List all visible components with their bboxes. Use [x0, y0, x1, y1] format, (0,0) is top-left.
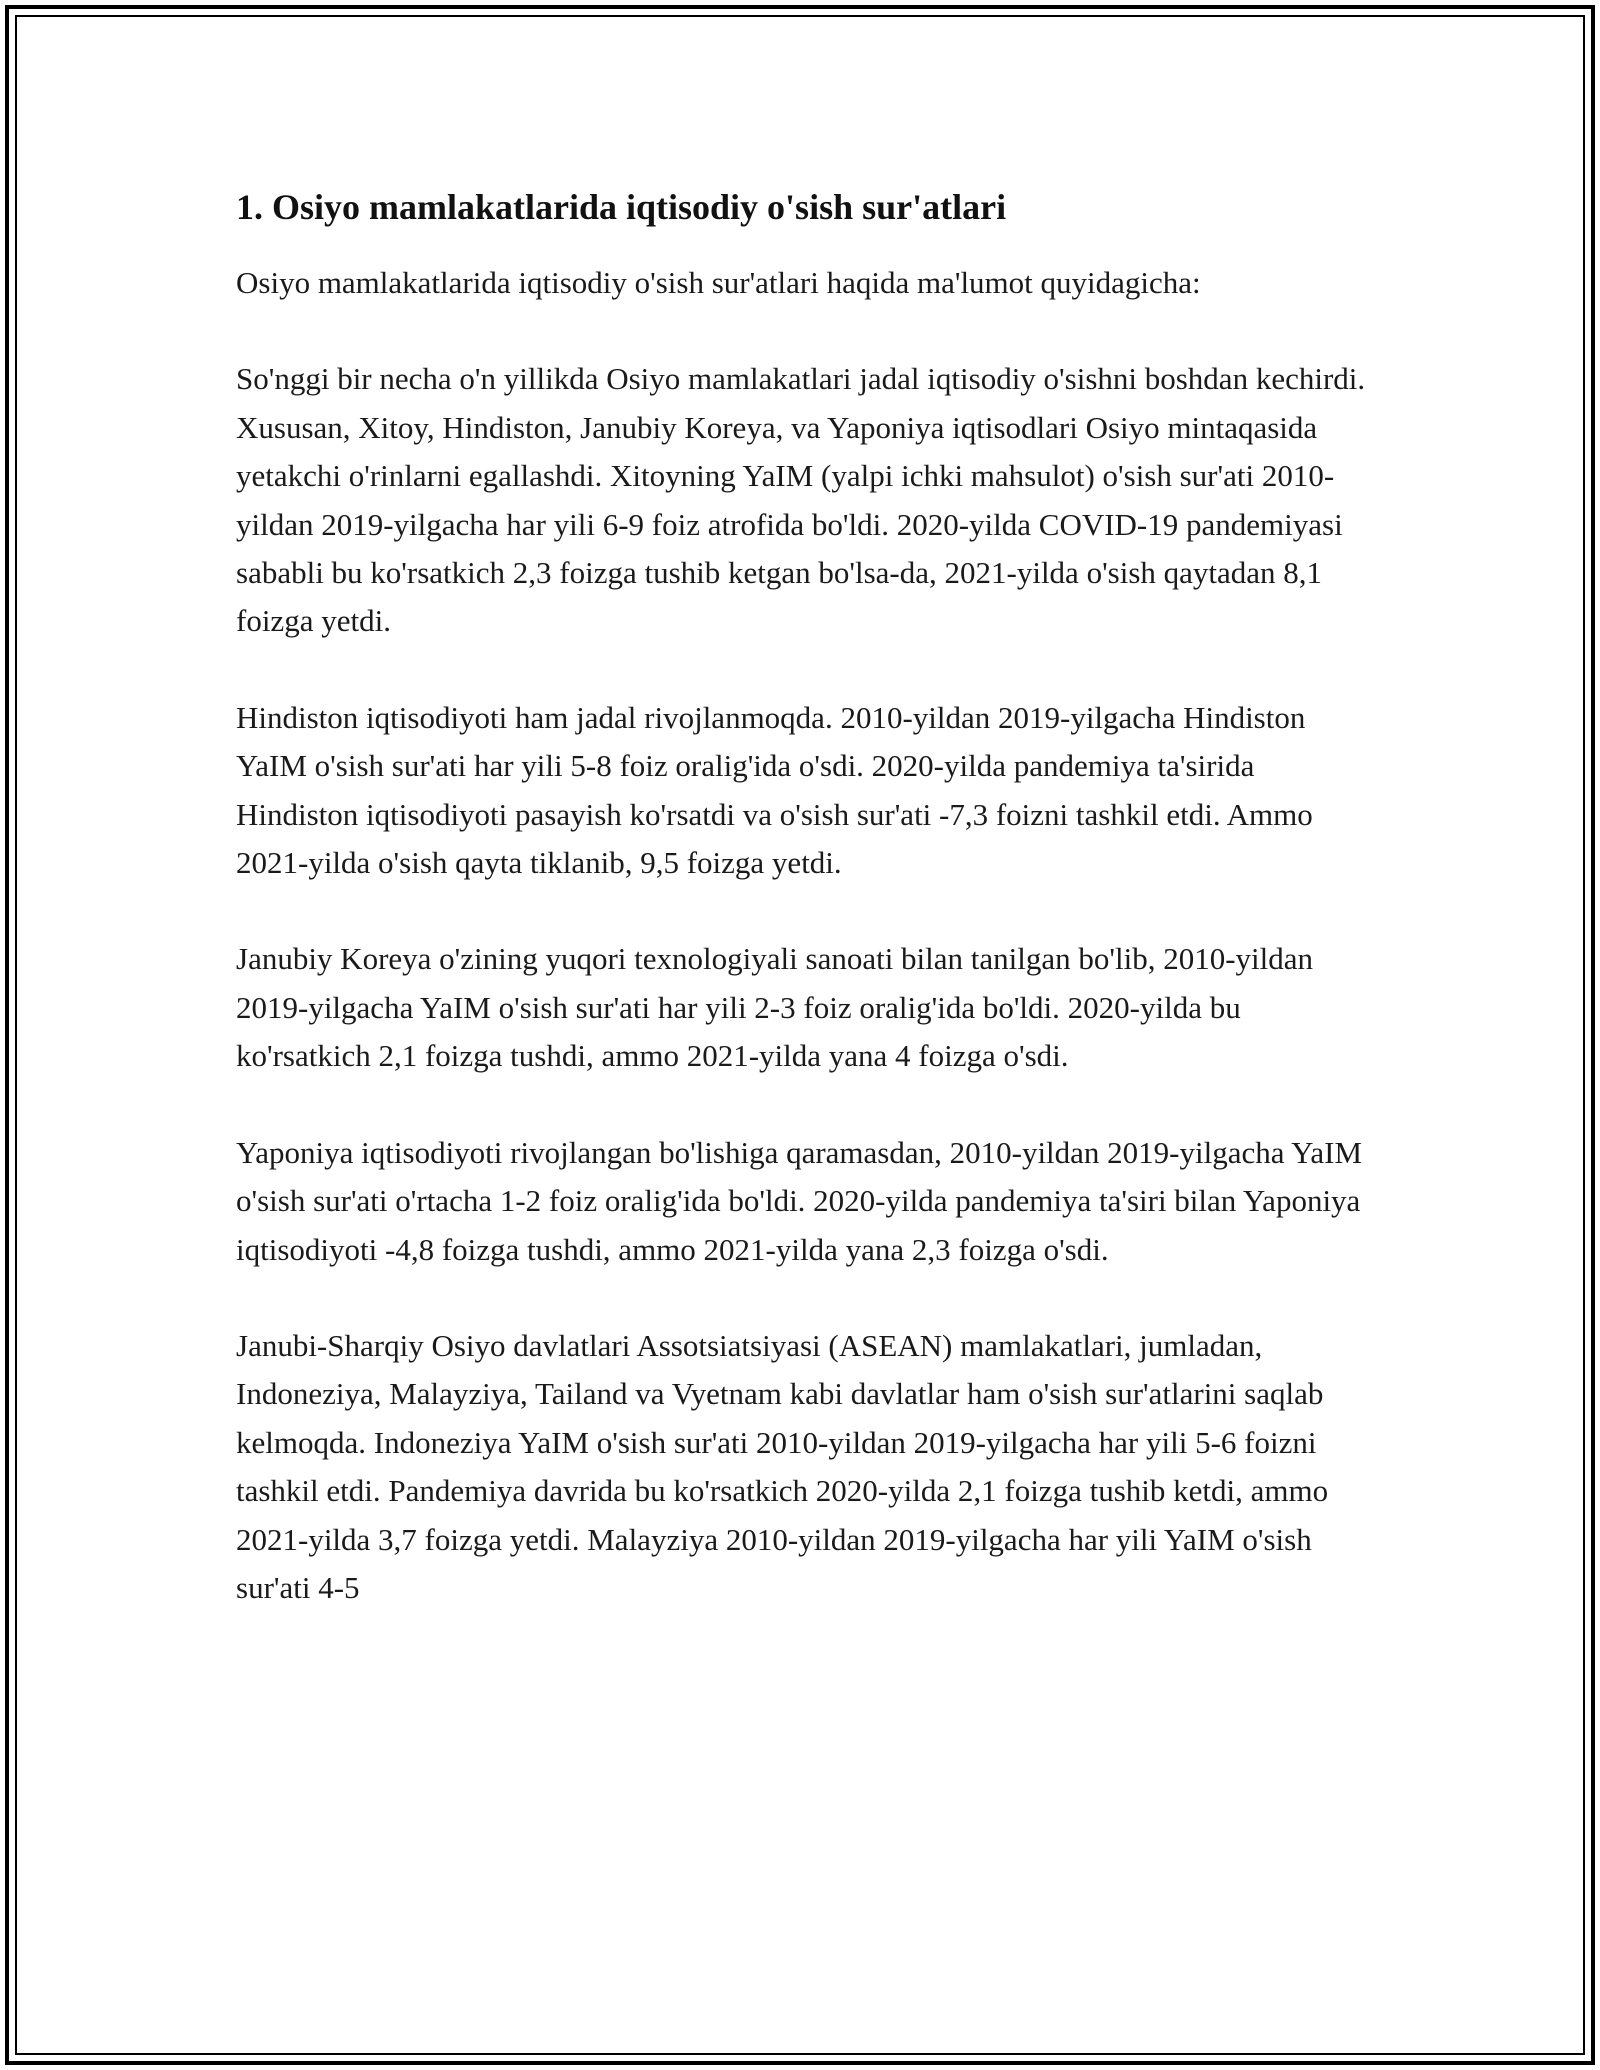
paragraph-japan: Yaponiya iqtisodiyoti rivojlangan bo'lishiga qaramasdan, 2010-yildan 2019-yilgacha YaIM o'sish sur'ati o'rtacha 1-2 foiz oralig'ida bo'ldi. 2020-yilda pandemiya ta'siri bilan Yaponiya iqtisodiyoti -4,8 foizga tushdi, ammo 2021-yilda yana 2,3 foizga o'sdi. — [236, 1134, 1363, 1267]
section-heading: 1. Osiyo mamlakatlarida iqtisodiy o'sish sur'atlari — [236, 187, 1007, 227]
paragraph-india: Hindiston iqtisodiyoti ham jadal rivojlanmoqda. 2010-yildan 2019-yilgacha Hindiston YaIM o'sish sur'ati har yili 5-8 foiz oralig'ida o'sdi. 2020-yilda pandemiya ta'sirida Hindiston iqtisodiyoti pasayish ko'rsatdi va o'sish sur'ati -7,3 foizni tashkil etdi. Ammo 2021-yilda o'sish qayta tiklanib, 9,5 foizga yetdi. — [236, 699, 1313, 881]
intro-paragraph: Osiyo mamlakatlarida iqtisodiy o'sish sur'atlari haqida ma'lumot quyidagicha: — [236, 265, 1201, 300]
paragraph-asean: Janubi-Sharqiy Osiyo davlatlari Assotsiatsiyasi (ASEAN) mamlakatlari, jumladan, Indoneziya, Malayziya, Tailand va Vyetnam kabi davlatlar ham o'sish sur'atlarini saqlab kelmoqda. Indoneziya YaIM o'sish sur'ati 2010-yildan 2019-yilgacha har yili 5-6 foizni tashkil etdi. Pandemiya davrida bu ko'rsatkich 2020-yilda 2,1 foizga tushib ketdi, ammo 2021-yilda 3,7 foizga yetdi. Malayziya 2010-yildan 2019-yilgacha har yili YaIM o'sish sur'ati 4-5 — [236, 1327, 1329, 1605]
paragraph-china: So'nggi bir necha o'n yillikda Osiyo mamlakatlari jadal iqtisodiy o'sishni boshdan kechirdi. Xususan, Xitoy, Hindiston, Janubiy Koreya, va Yaponiya iqtisodlari Osiyo mintaqasida yetakchi o'rinlarni egallashdi. Xitoyning YaIM (yalpi ichki mahsulot) o'sish sur'ati 2010-yildan 2019-yilgacha har yili 6-9 foiz atrofida bo'ldi. 2020-yilda COVID-19 pandemiyasi sababli bu ko'rsatkich 2,3 foizga tushib ketgan bo'lsa-da, 2021-yilda o'sish qaytadan 8,1 foizga yetdi. — [236, 361, 1366, 639]
document-body — [236, 183, 1366, 1660]
paragraph-south-korea: Janubiy Koreya o'zining yuqori texnologiyali sanoati bilan tanilgan bo'lib, 2010-yildan 2019-yilgacha YaIM o'sish sur'ati har yili 2-3 foiz oralig'ida bo'ldi. 2020-yilda bu ko'rsatkich 2,1 foizga tushdi, ammo 2021-yilda yana 4 foizga o'sdi. — [236, 941, 1314, 1074]
